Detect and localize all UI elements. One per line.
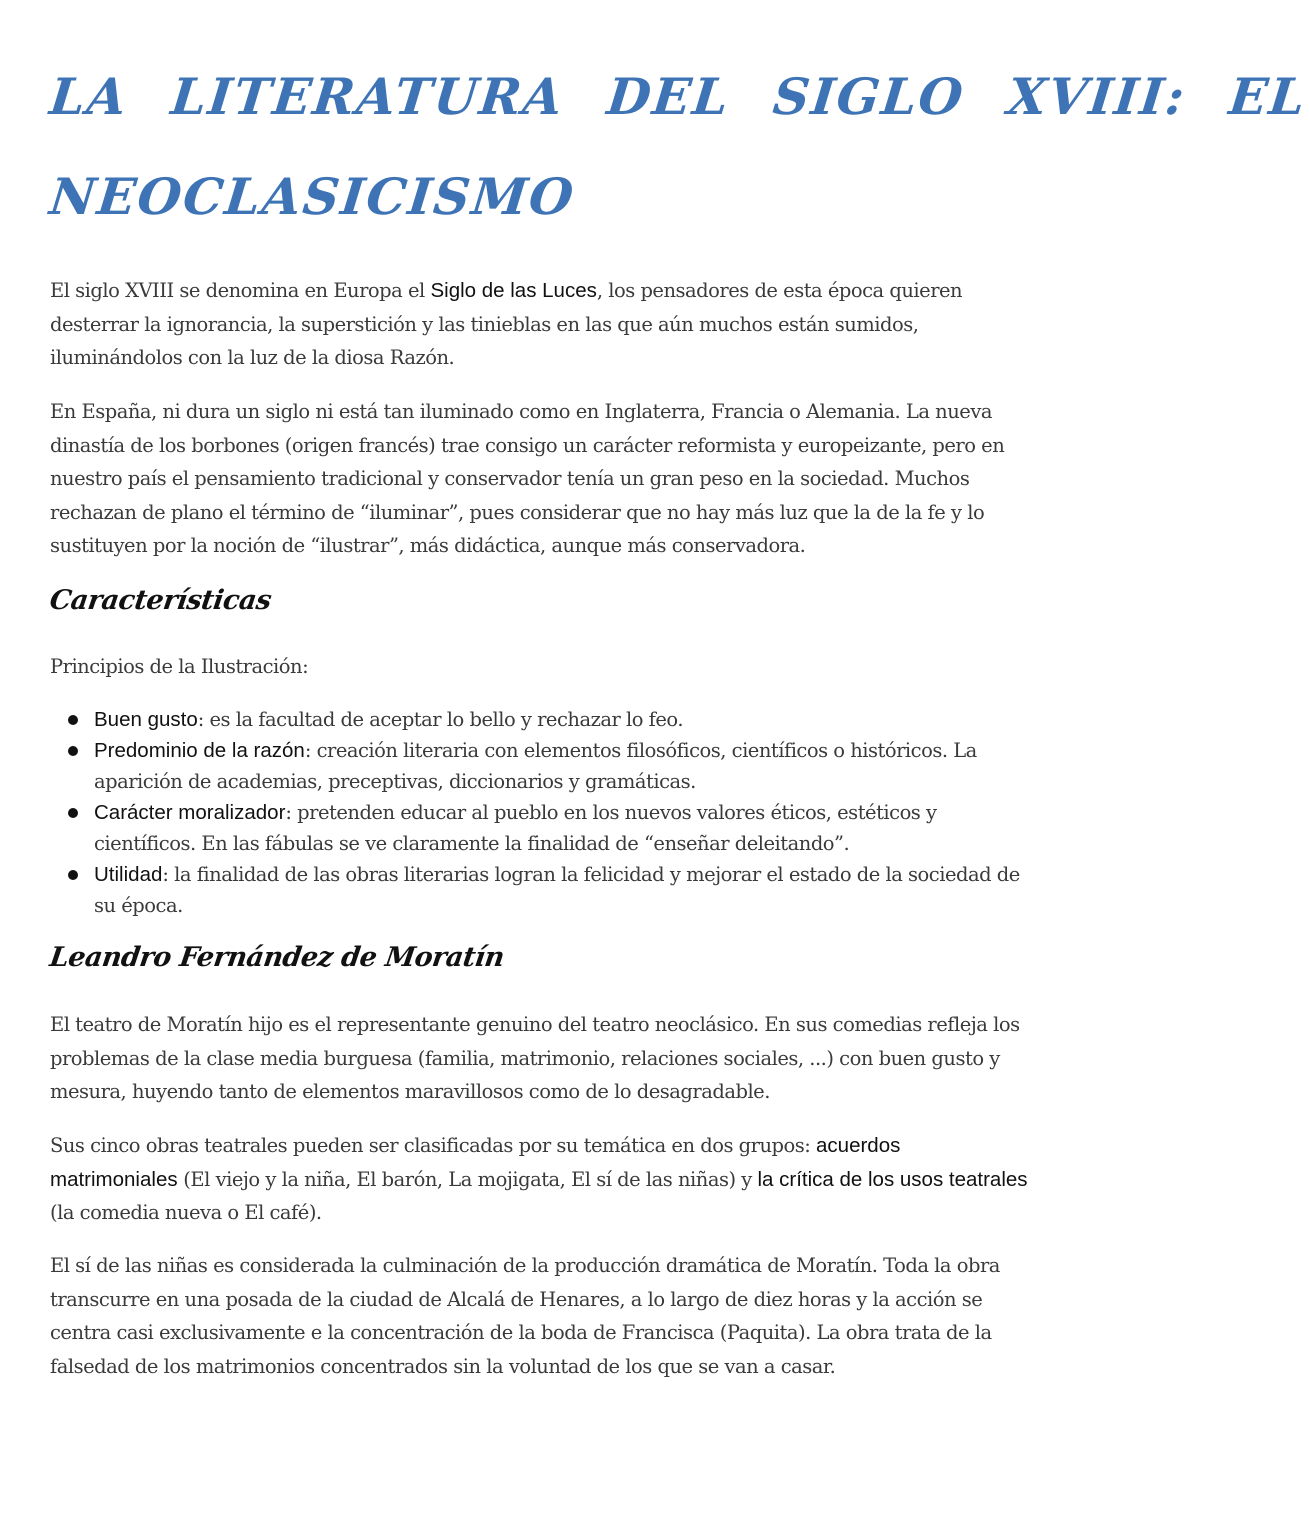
moratin-paragraph-2	[50, 1129, 1030, 1230]
bullet-icon	[68, 808, 78, 818]
list-item-term: Predominio de la razón	[94, 739, 305, 762]
section-heading-caracteristicas: Características	[47, 585, 274, 616]
list-item-term: Utilidad	[94, 863, 163, 886]
section-heading-moratin: Leandro Fernández de Moratín	[47, 942, 507, 973]
text-run: Sus cinco obras teatrales pueden ser clasificadas por su temática en dos grupos:	[50, 1134, 817, 1157]
principles-list	[50, 704, 1030, 921]
text-run: (El viejo y la niña, El barón, La mojigata, El sí de las niñas) y	[177, 1167, 758, 1191]
moratin-paragraph-3: El sí de las niñas es considerada la culminación de la producción dramática de Moratín. Toda la obra transcurre en una posada de la ciudad de Alcalá de Henares, a lo largo de diez horas y la acción se centra casi exclusivamente e la concentración de la boda de Francisca (Paquita). La obra trata de la falsedad de los matrimonios concentrados sin la voluntad de los que se van a casar.	[50, 1254, 1000, 1378]
text-run: El siglo XVIII se denomina en Europa el	[50, 279, 431, 302]
list-item	[50, 735, 1030, 797]
principles-lead: Principios de la Ilustración:	[50, 655, 309, 678]
moratin-paragraph-1: El teatro de Moratín hijo es el representante genuino del teatro neoclásico. En sus comedias refleja los problemas de la clase media burguesa (familia, matrimonio, relaciones sociales, ...) con buen gusto y mesura, huyendo tanto de elementos maravillosos como de lo desagradable.	[50, 1013, 1020, 1103]
list-item-term: Carácter moralizador	[94, 801, 286, 824]
list-item	[50, 797, 1030, 859]
bold-term-siglo-luces: Siglo de las Luces	[430, 279, 597, 302]
bullet-icon	[68, 715, 78, 725]
text-run: (la comedia nueva o El café).	[50, 1201, 322, 1224]
bullet-icon	[68, 746, 78, 756]
intro-paragraph-2: En España, ni dura un siglo ni está tan iluminado como en Inglaterra, Francia o Alemania. La nueva dinastía de los borbones (origen francés) trae consigo un carácter reformista y europeizante, pero en nuestro país el pensamiento tradicional y conservador tenía un gran peso en la sociedad. Muchos rechazan de plano el término de “iluminar”, pues considerar que no hay más luz que la de la fe y lo sustituyen por la noción de “ilustrar”, más didáctica, aunque más conservadora.	[50, 400, 1005, 557]
list-item-term: Buen gusto	[94, 708, 198, 731]
list-item-text: : es la facultad de aceptar lo bello y rechazar lo feo.	[197, 708, 684, 731]
list-item	[50, 859, 1030, 921]
list-item-text: : pretenden educar al pueblo en los nuevos valores éticos, estéticos y científicos. En las fábulas se ve claramente la finalidad de “enseñar deleitando”.	[94, 801, 937, 855]
bullet-icon	[68, 870, 78, 880]
page-title-line-2: NEOCLASICISMO	[46, 167, 578, 226]
intro-paragraph-1	[50, 274, 1030, 375]
list-item-text: : creación literaria con elementos filosóficos, científicos o históricos. La aparición de academias, preceptivas, diccionarios y gramáticas.	[94, 739, 977, 793]
page-title-line-1: LA LITERATURA DEL SIGLO XVIII: EL	[46, 67, 1310, 126]
bold-term-critica: la crítica de los usos teatrales	[757, 1167, 1028, 1191]
list-item-text: : la finalidad de las obras literarias logran la felicidad y mejorar el estado de la sociedad de su época.	[94, 863, 1020, 917]
list-item	[50, 704, 1030, 735]
bold-term-acuerdos: acuerdos matrimoniales	[50, 1134, 901, 1191]
text-run: , los pensadores de esta época quieren desterrar la ignorancia, la superstición y las tinieblas en las que aún muchos están sumidos, iluminándolos con la luz de la diosa Razón.	[50, 279, 963, 369]
